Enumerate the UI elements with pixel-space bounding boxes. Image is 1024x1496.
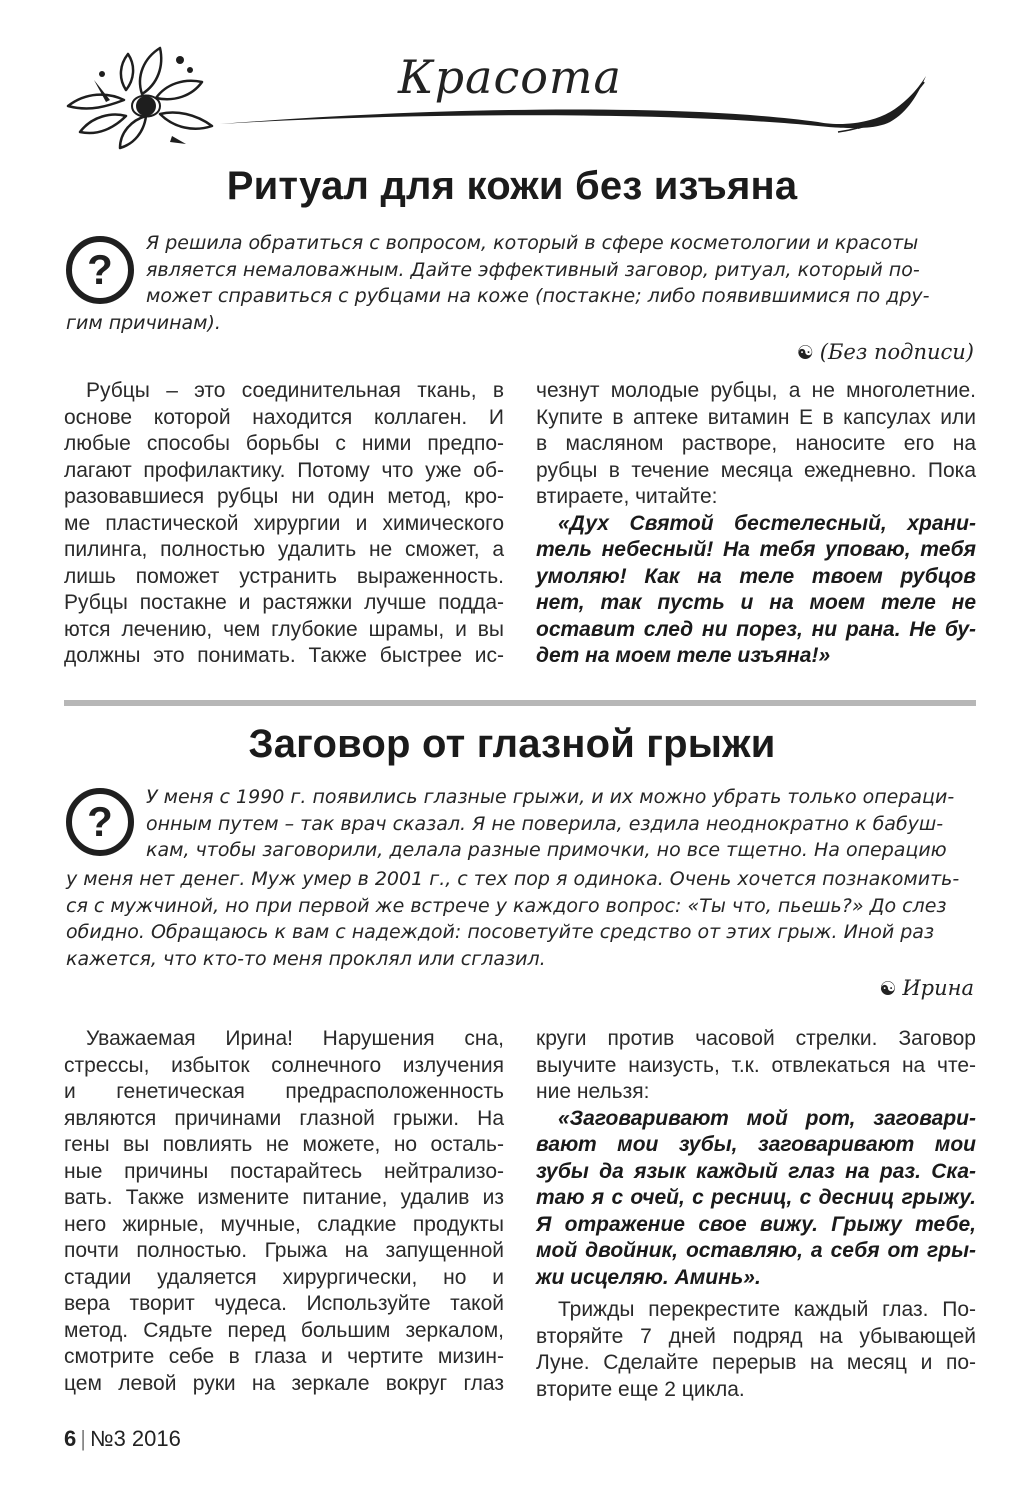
page-number: 6 [64,1426,77,1451]
text-line: лагают профилактику. Потому что уже об- [64,458,504,482]
text-line: втираете, читайте: [536,485,718,508]
text-line: и генетическая предрасположенность [64,1080,504,1103]
question-line: кажется, что кто-то меня проклял или сглазил. [66,947,546,970]
text-line: ные причины постарайтесь нейтрализо- [64,1159,504,1183]
footer-separator: | [80,1426,86,1451]
text-line: ются лечению, чем глубокие шрамы, и вы [64,617,504,641]
spell-line: мой двойник, оставляю, а себя от гры- [536,1239,976,1262]
text-line: чезнут молодые рубцы, а не многолетние. [536,379,976,402]
text-line: должны это понимать. Также быстрее ис- [64,644,504,667]
text-line: рубцы в течение месяца ежедневно. Пока [536,458,976,482]
spell-line: «Заговаривают мой рот, заговари- [558,1106,976,1130]
text-line: почти полностью. Грыжа на запущенной [64,1239,504,1262]
text-line: ме пластической хирургии и химического [64,511,504,535]
signature-text: Ирина [902,976,974,1000]
question-line: гим причинам). [66,312,221,334]
flower-logo-icon [62,40,220,152]
text-line: него жирные, мучные, сладкие продукты [64,1212,504,1236]
question-line: Я решила обратиться с вопросом, который в сфере косметологии и красоты [146,232,919,254]
spell-line: оставит след ни порез, ни рана. Не бу- [536,617,976,641]
text-line: смотрите себе в глаза и чертите мизин- [64,1345,504,1368]
spell-line: Я отражение свое вижу. Грыжу тебе, [536,1212,976,1236]
question-line: обидно. Обращаюсь к вам с надеждой: посоветуйте средство от этих грыж. Иной раз [66,921,935,943]
signature [879,976,974,1000]
text-line: вера творит чудеса. Используйте такой [64,1292,504,1315]
answer-column-left [64,1026,504,1397]
text-line: стрессы, избыток солнечного излучения [64,1053,504,1077]
spell-line: жи исцеляю. Аминь». [536,1265,761,1289]
section-title: Красота [398,50,622,104]
article-title: Ритуал для кожи без изъяна [226,164,798,208]
text-line: Рубцы постакне и растяжки лучше подда- [64,591,504,614]
text-line: в масляном растворе, наносите его на [536,432,976,455]
yin-yang-icon: ☯ [879,978,897,1000]
text-line: пилинга, полностью удалить не сможет, а [64,538,504,561]
yin-yang-icon: ☯ [796,342,814,364]
question-text [66,866,976,972]
answer-column-right [536,378,976,670]
spell-line: таю я с очей, с ресниц, с десниц грыжу. [536,1186,976,1209]
question-line: является немаловажным. Дайте эффективный заговор, ритуал, который по- [146,258,920,281]
text-line: вторите еще 2 цикла. [536,1377,745,1401]
spell-line: дет на моем теле изъяна!» [536,644,831,667]
spell-line: вают мои зубы, заговаривают мои [536,1133,976,1156]
page-footer [64,1426,181,1452]
spell-line: тель небесный! На тебя уповаю, тебя [536,538,976,561]
spell-line: зубы да язык каждый глаз на раз. Ска- [536,1159,976,1183]
text-line: разовавшиеся рубцы ни один метод, кро- [64,485,504,508]
question-line: у меня нет денег. Муж умер в 2001 г., с тех пор я одинока. Очень хочется познакомить- [66,868,960,890]
question-text [146,784,976,864]
question-line: ся с мужчиной, но при первой же встрече у каждого вопрос: «Ты что, пьешь?» До слез [66,894,947,917]
question-line: онным путем – так врач сказал. Я не поверила, ездила неоднократно к бабуш- [146,812,944,835]
text-line: Луне. Сделайте перерыв на месяц и по- [536,1351,976,1374]
issue-number: №3 2016 [89,1426,181,1451]
question-text [146,230,976,310]
spell-line: нет, так пусть и на моем теле не [536,591,976,614]
question-line: может справиться с рубцами на коже (постакне; либо появившимися по дру- [146,285,930,307]
text-line: любые способы борьбы с ними предпо- [64,432,504,455]
question-line: У меня с 1990 г. появились глазные грыжи, и их можно убрать только операци- [146,786,955,808]
article-title: Заговор от глазной грыжи [248,722,776,766]
text-line: выучите наизусть, т.к. отвлекаться на чте- [536,1053,976,1077]
text-line: гены вы повлиять не можете, но осталь- [64,1133,504,1156]
text-line: вать. Также измените питание, удалив из [64,1186,504,1209]
answer-column-left [64,378,504,670]
text-line: цем левой руки на зеркале вокруг глаз [64,1371,504,1395]
text-line: стадии удаляется хирургически, но и [64,1265,504,1289]
signature-text: (Без подписи) [819,340,974,364]
text-line: Купите в аптеке витамин Е в капсулах или [536,405,976,429]
text-line: круги против часовой стрелки. Заговор [536,1027,976,1050]
question-mark-icon: ? [66,236,134,304]
text-line: лишь поможет устранить выраженность. [64,564,504,588]
question-mark-icon: ? [66,788,134,856]
text-line: ние нельзя: [536,1080,650,1103]
text-line: метод. Сядьте перед большим зеркалом, [64,1318,504,1342]
question-text [66,310,976,337]
text-line: основе которой находится коллаген. И [64,405,504,429]
text-line: Рубцы – это соединительная ткань, в [86,379,504,402]
spell-line: умоляю! Как на теле твоем рубцов [536,564,976,588]
signature [797,340,974,364]
answer-column-right [536,1026,976,1403]
header-swoosh [218,68,930,138]
question-line: кам, чтобы заговорили, делала разные примочки, но все тщетно. На операцию [146,839,947,861]
section-divider [64,700,976,706]
text-line: являются причинами глазной грыжи. На [64,1106,504,1130]
text-line: Уважаемая Ирина! Нарушения сна, [86,1027,504,1050]
text-line: Трижды перекрестите каждый глаз. По- [558,1298,976,1321]
spell-line: «Дух Святой бестелесный, храни- [558,511,976,535]
text-line: вторяйте 7 дней подряд на убывающей [536,1324,976,1348]
